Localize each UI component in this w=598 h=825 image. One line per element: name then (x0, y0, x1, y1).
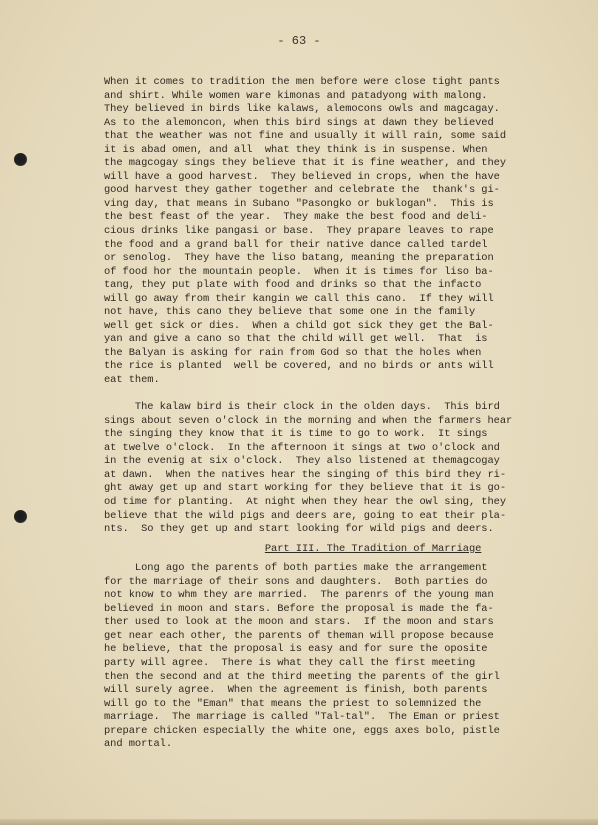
text-line: ving day, that means in Subano "Pasongko or buklogan". This is (104, 197, 494, 210)
text-line: in the evenig at six o'clock. They also listened at themagcogay (104, 455, 500, 468)
text-line: the magcogay sings they believe that it is fine weather, and they (104, 157, 507, 170)
text-line: at twelve o'clock. In the afternoon it sings at two o'clock and (104, 441, 500, 454)
text-line: tang, they put plate with food and drinks so that the infacto (104, 279, 482, 292)
text-line: ght away get up and start working for they believe that it is go- (104, 482, 507, 495)
text-line: and mortal. (104, 738, 173, 751)
text-line: of food hor the mountain people. When it is times for liso ba- (104, 265, 494, 278)
text-line: marriage. The marriage is called "Tal-tal". The Eman or priest (104, 711, 500, 724)
text-line: or senolog. They have the liso batang, meaning the preparation (104, 252, 494, 265)
text-line: get near each other, the parents of theman will propose because (104, 629, 494, 642)
text-line: the food and a grand ball for their native dance called tardel (104, 238, 488, 251)
text-line: the rice is planted well be covered, and no birds or ants will (104, 360, 494, 373)
text-line: Long ago the parents of both parties make the arrangement (104, 562, 488, 575)
text-line: eat them. (104, 374, 160, 387)
text-line: the Balyan is asking for rain from God so that the holes when (104, 346, 482, 359)
text-line: sings about seven o'clock in the morning and when the farmers hear (104, 414, 513, 427)
page-bottom-edge (0, 819, 598, 825)
text-line: not know to whm they are married. The parenrs of the young man (104, 589, 494, 602)
text-line: at dawn. When the natives hear the singing of this bird they ri- (104, 468, 507, 481)
text-line: the best feast of the year. They make the best food and deli- (104, 211, 488, 224)
paragraph-gap (104, 388, 544, 402)
paragraph-kalaw-bird (104, 401, 544, 536)
text-line: ther used to look at the moon and stars. If the moon and stars (104, 616, 494, 629)
text-line: it is abad omen, and all what they think is in suspense. When (104, 143, 488, 156)
text-line: well get sick or dies. When a child got sick they get the Bal- (104, 319, 494, 332)
binder-hole (14, 510, 27, 523)
paragraph-customs-and-beliefs (104, 76, 544, 388)
paragraph-marriage (104, 562, 544, 752)
text-line: not have, this cano they believe that some one in the family (104, 306, 476, 319)
text-line: party will agree. There is what they call the first meeting (104, 656, 476, 669)
text-line: will go to the "Eman" that means the priest to solemnized the (104, 697, 482, 710)
text-line: The kalaw bird is their clock in the olden days. This bird (104, 401, 500, 414)
text-line: and shirt. While women ware kimonas and patadyong with malong. (104, 89, 488, 102)
text-line: he believe, that the proposal is easy and for sure the oposite (104, 643, 488, 656)
text-line: then the second and at the third meeting the parents of the girl (104, 670, 500, 683)
text-line: believe that the wild pigs and deers are, going to eat their pla- (104, 509, 507, 522)
text-line: will go away from their kangin we call this cano. If they will (104, 292, 494, 305)
text-line: cious drinks like pangasi or base. They prapare leaves to rape (104, 225, 494, 238)
page-number: - 63 - (277, 34, 321, 48)
text-line: will surely agree. When the agreement is finish, both parents (104, 684, 488, 697)
text-line: the singing they know that it is time to go to work. It sings (104, 428, 488, 441)
text-line: good harvest they gather together and celebrate the thank's gi- (104, 184, 500, 197)
text-line: As to the alemoncon, when this bird sings at dawn they believed (104, 116, 494, 129)
text-line: for the marriage of their sons and daughters. Both parties do (104, 575, 488, 588)
text-line: When it comes to tradition the men before were close tight pants (104, 76, 500, 88)
section-heading-text: Part III. The Tradition of Marriage (264, 542, 482, 555)
section-heading (104, 543, 544, 557)
text-line: nts. So they get up and start looking for wild pigs and deers. (104, 523, 494, 536)
text-line: will have a good harvest. They believed in crops, when the have (104, 170, 500, 183)
text-line: They believed in birds like kalaws, alemocons owls and magcagay. (104, 103, 500, 116)
text-line: yan and give a cano so that the child will get well. That is (104, 333, 488, 346)
text-line: that the weather was not fine and usually it will rain, some said (104, 130, 507, 143)
text-line: od time for planting. At night when they hear the owl sing, they (104, 495, 507, 508)
text-line: believed in moon and stars. Before the proposal is made the fa- (104, 602, 494, 615)
binder-hole (14, 153, 27, 166)
text-line: prepare chicken especially the white one, eggs axes bolo, pistle (104, 724, 500, 737)
body-text (104, 76, 544, 752)
